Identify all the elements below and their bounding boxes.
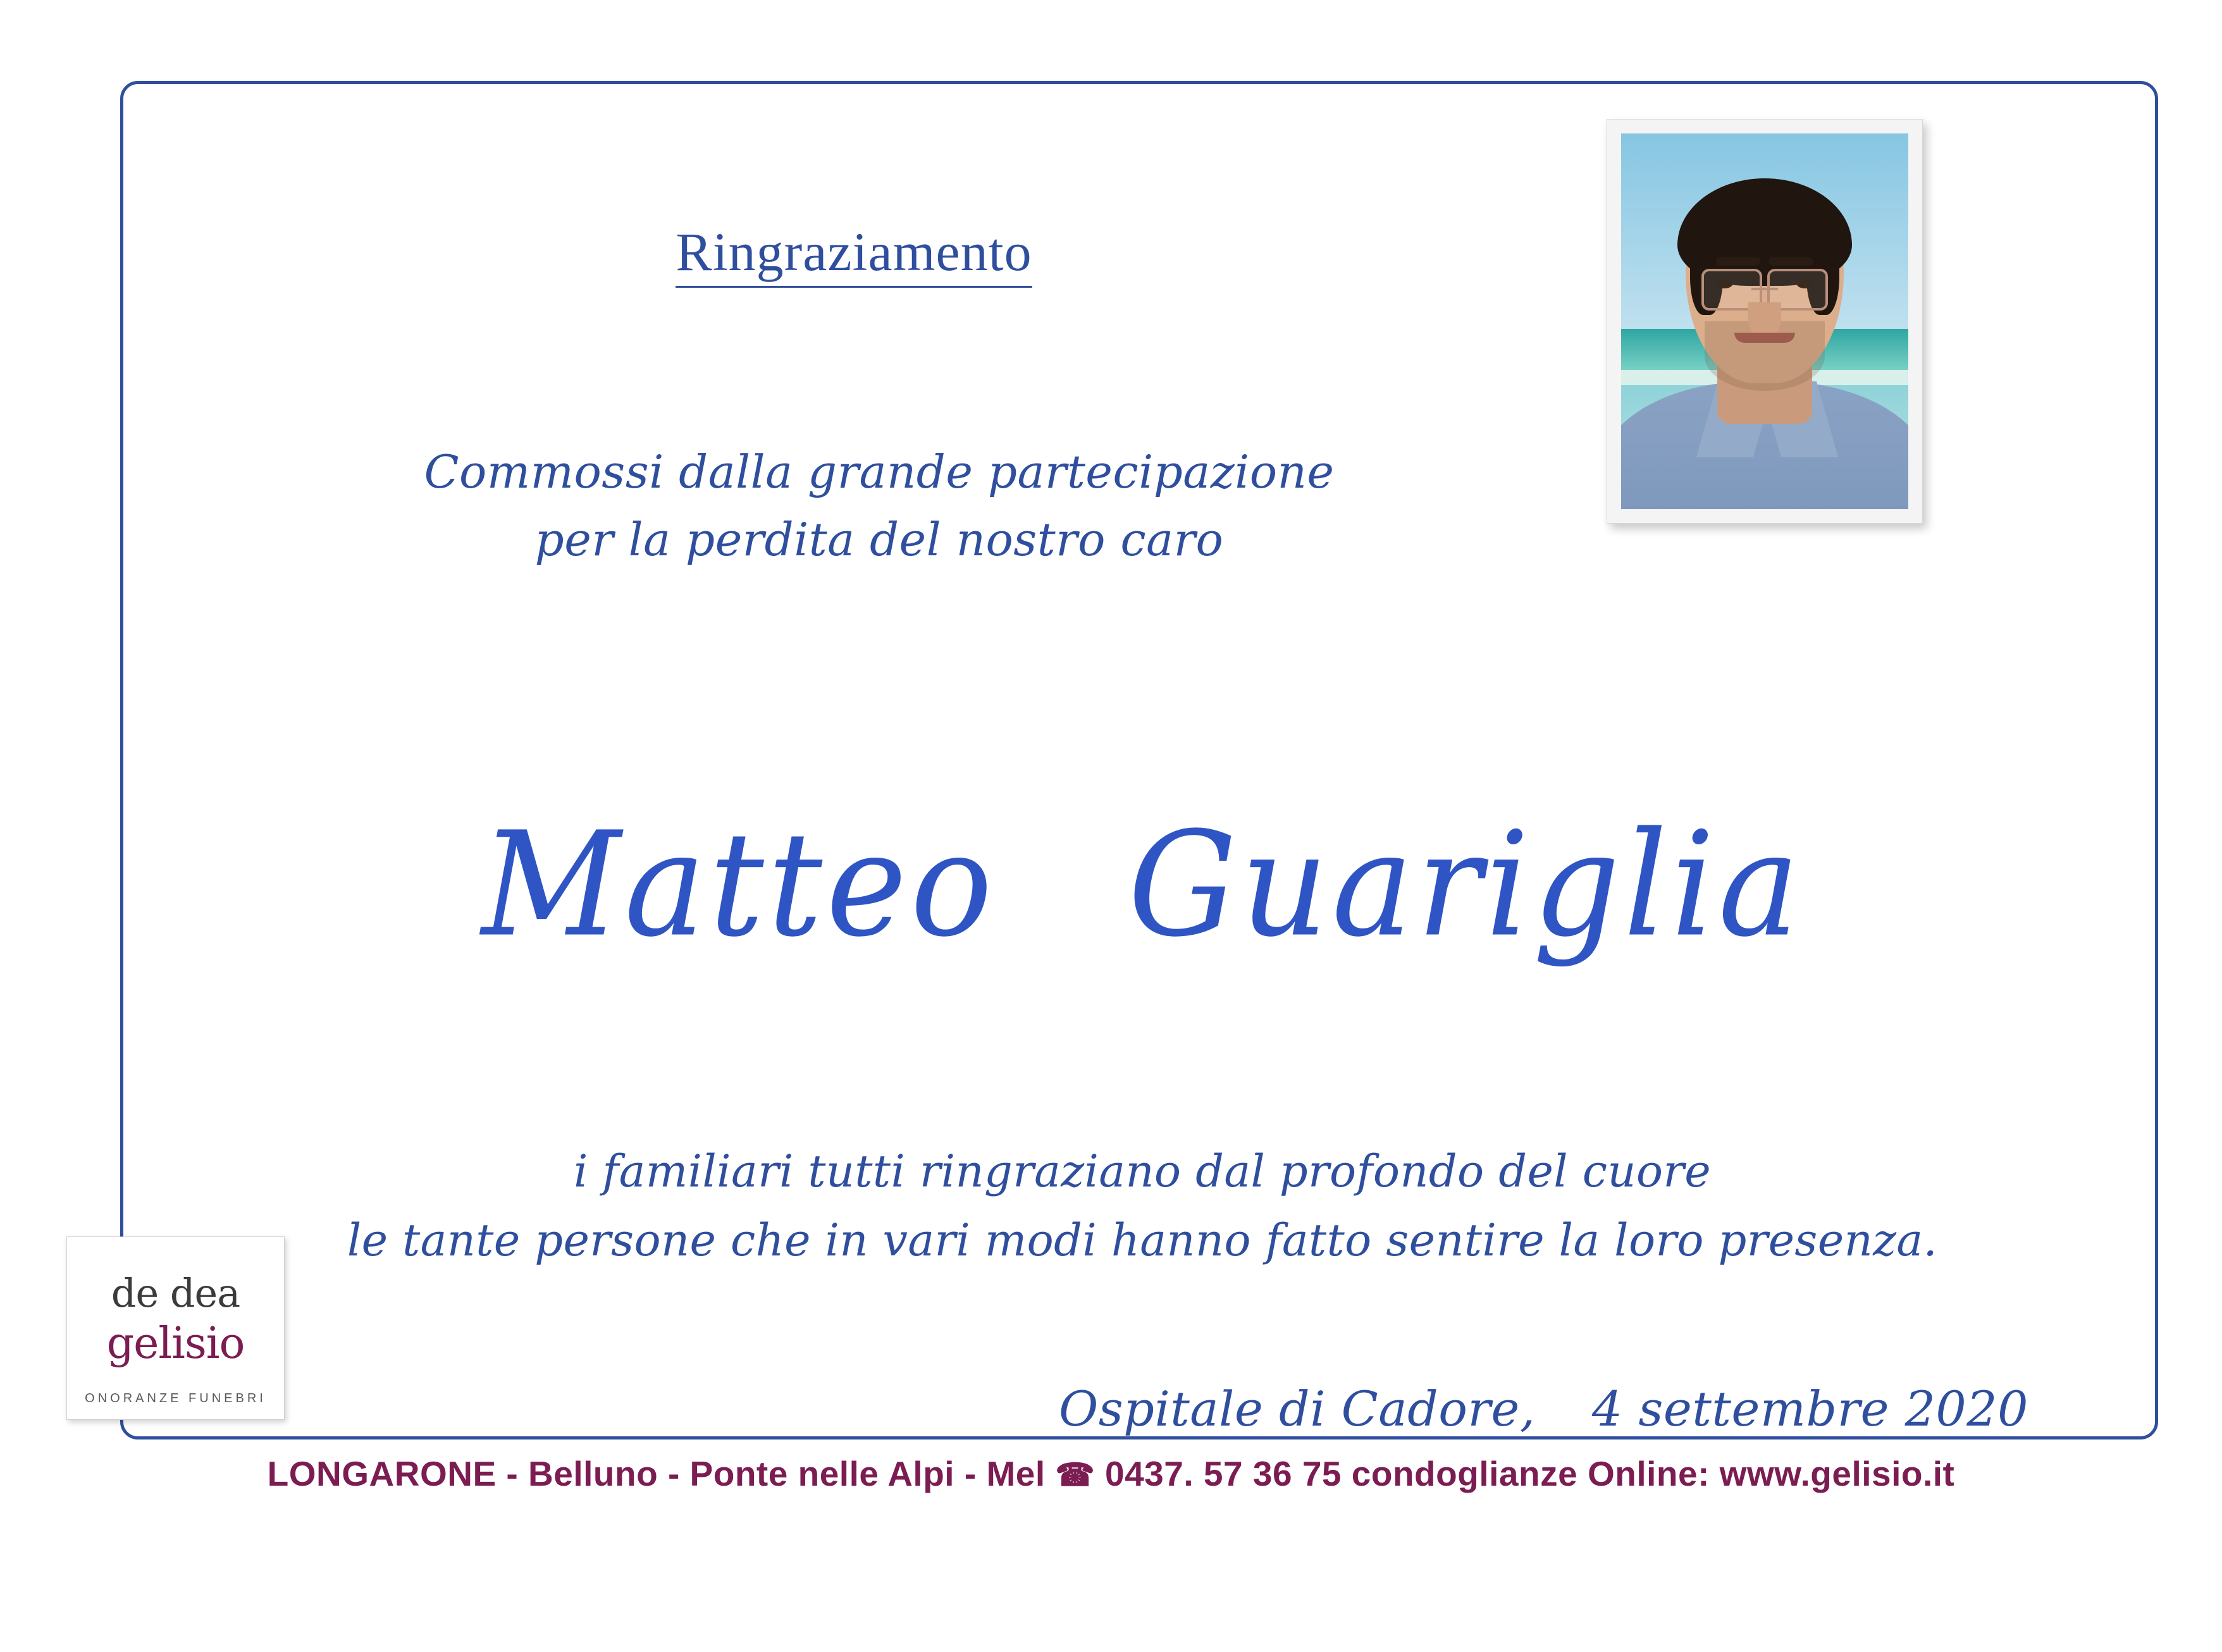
portrait-photo [1621,133,1908,509]
page-title-text: Ringraziamento [676,221,1032,288]
memorial-card [120,81,2158,1439]
thanks-text [123,1137,2161,1274]
intro-line-1: Commossi dalla grande partecipazione [424,445,1335,498]
photo-brow-left [1716,257,1760,266]
logo-line-3: ONORANZE FUNEBRI [85,1391,266,1405]
footer-locations: LONGARONE - Belluno - Ponte nelle Alpi - Mel [267,1454,1046,1493]
page-title [123,220,1584,283]
date-text: 4 settembre 2020 [1591,1381,2028,1437]
intro-line-2: per la perdita del nostro caro [534,512,1224,566]
place-and-date [1059,1381,2028,1437]
photo-eye-left [1716,280,1732,288]
logo-line-1: de dea [111,1270,240,1316]
deceased-name [123,800,2161,968]
portrait-photo-frame [1607,119,1923,524]
photo-brow-right [1769,257,1813,266]
logo-line-2: gelisio [106,1319,245,1369]
thanks-line-2: le tante persone che in vari modi hanno fatto sentire la loro presenza. [347,1214,1938,1266]
place-text: Ospitale di Cadore, [1058,1381,1536,1437]
footer-online: condoglianze Online: www.gelisio.it [1351,1454,1955,1493]
footer-phone: 0437. 57 36 75 [1104,1454,1342,1493]
deceased-first-name: Matteo [481,800,996,969]
phone-icon: ☎ [1055,1457,1096,1493]
funeral-home-logo [66,1236,285,1420]
deceased-last-name: Guariglia [1128,800,1803,969]
intro-text [123,438,1635,573]
photo-glasses-bridge [1751,288,1778,290]
photo-mouth [1734,333,1795,343]
photo-eye-right [1797,280,1813,288]
footer-contact-bar [0,1453,2222,1494]
thanks-line-1: i familiari tutti ringraziano dal profondo del cuore [573,1145,1712,1197]
